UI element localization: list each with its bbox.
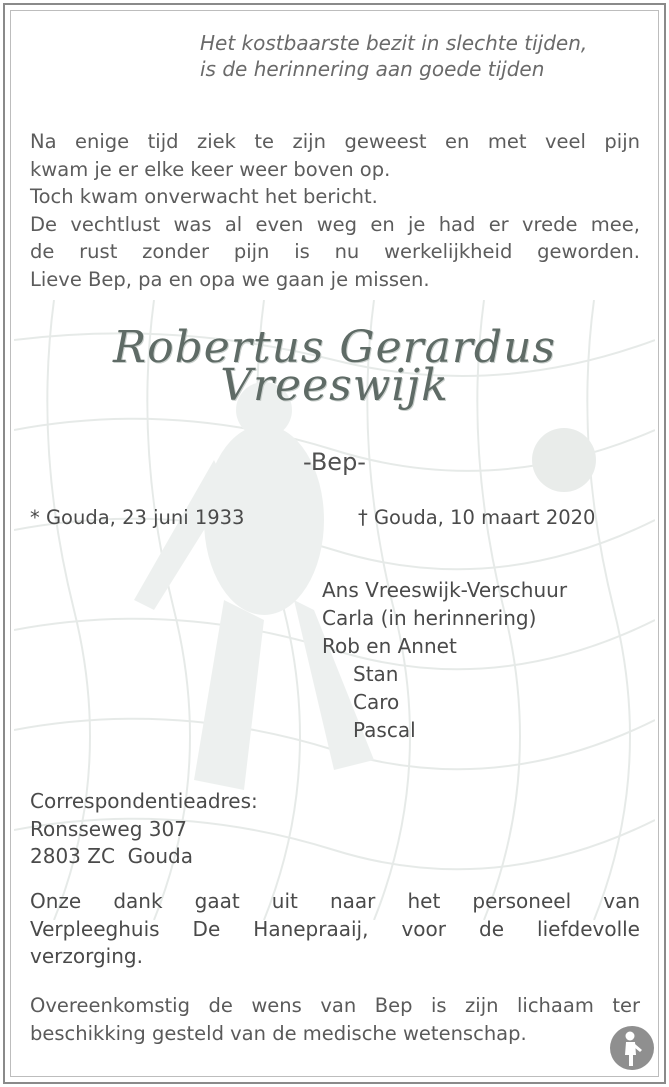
family-member: Carla (in herinnering) bbox=[322, 606, 537, 630]
poem-line: De vechtlust was al even weg en je had er vrede mee, bbox=[30, 212, 640, 236]
family-member: Rob en Annet bbox=[322, 634, 457, 658]
motto bbox=[200, 30, 640, 82]
poem-line: Toch kwam onverwacht het bericht. bbox=[30, 185, 378, 208]
thanks-line: Onze dank gaat uit naar het personeel van bbox=[30, 889, 640, 913]
thanks-line: Verpleeghuis De Hanepraaij, voor de liefdevolle bbox=[30, 916, 640, 941]
wish-line: beschikking gesteld van de medische wetenschap. bbox=[30, 1021, 527, 1045]
deceased-nickname: -Bep- bbox=[303, 448, 366, 476]
deceased-name-last: Vreeswijk bbox=[220, 360, 449, 411]
thanks-line: verzorging. bbox=[30, 944, 143, 968]
death-date: † Gouda, 10 maart 2020 bbox=[358, 506, 596, 529]
address-city: 2803 ZC Gouda bbox=[30, 844, 193, 868]
motto-line-2: is de herinnering aan goede tijden bbox=[200, 57, 545, 81]
poem-line: Lieve Bep, pa en opa we gaan je missen. bbox=[30, 267, 430, 291]
family-list bbox=[322, 576, 567, 744]
address-label: Correspondentieadres: bbox=[30, 789, 258, 813]
poem bbox=[30, 128, 640, 293]
wish-note bbox=[30, 992, 640, 1047]
correspondence-address bbox=[30, 788, 640, 871]
deceased-name-first: Robertus Gerardus bbox=[112, 322, 556, 373]
grandchild: Stan bbox=[353, 662, 399, 686]
person-figure-logo-icon bbox=[609, 1025, 655, 1071]
poem-line: Na enige tijd ziek te zijn geweest en met veel pijn bbox=[30, 130, 640, 153]
thanks-note bbox=[30, 888, 640, 971]
address-street: Ronsseweg 307 bbox=[30, 816, 187, 841]
birth-date: * Gouda, 23 juni 1933 bbox=[30, 506, 245, 529]
wish-line: Overeenkomstig de wens van Bep is zijn lichaam ter bbox=[30, 994, 640, 1017]
grandchild: Caro bbox=[353, 690, 400, 714]
poem-line: de rust zonder pijn is nu werkelijkheid geworden. bbox=[30, 240, 640, 263]
poem-line: kwam je er elke keer weer boven op. bbox=[30, 157, 391, 181]
grandchild: Pascal bbox=[353, 718, 416, 742]
motto-line-1: Het kostbaarste bezit in slechte tijden, bbox=[200, 31, 588, 55]
family-member: Ans Vreeswijk-Verschuur bbox=[322, 578, 568, 602]
